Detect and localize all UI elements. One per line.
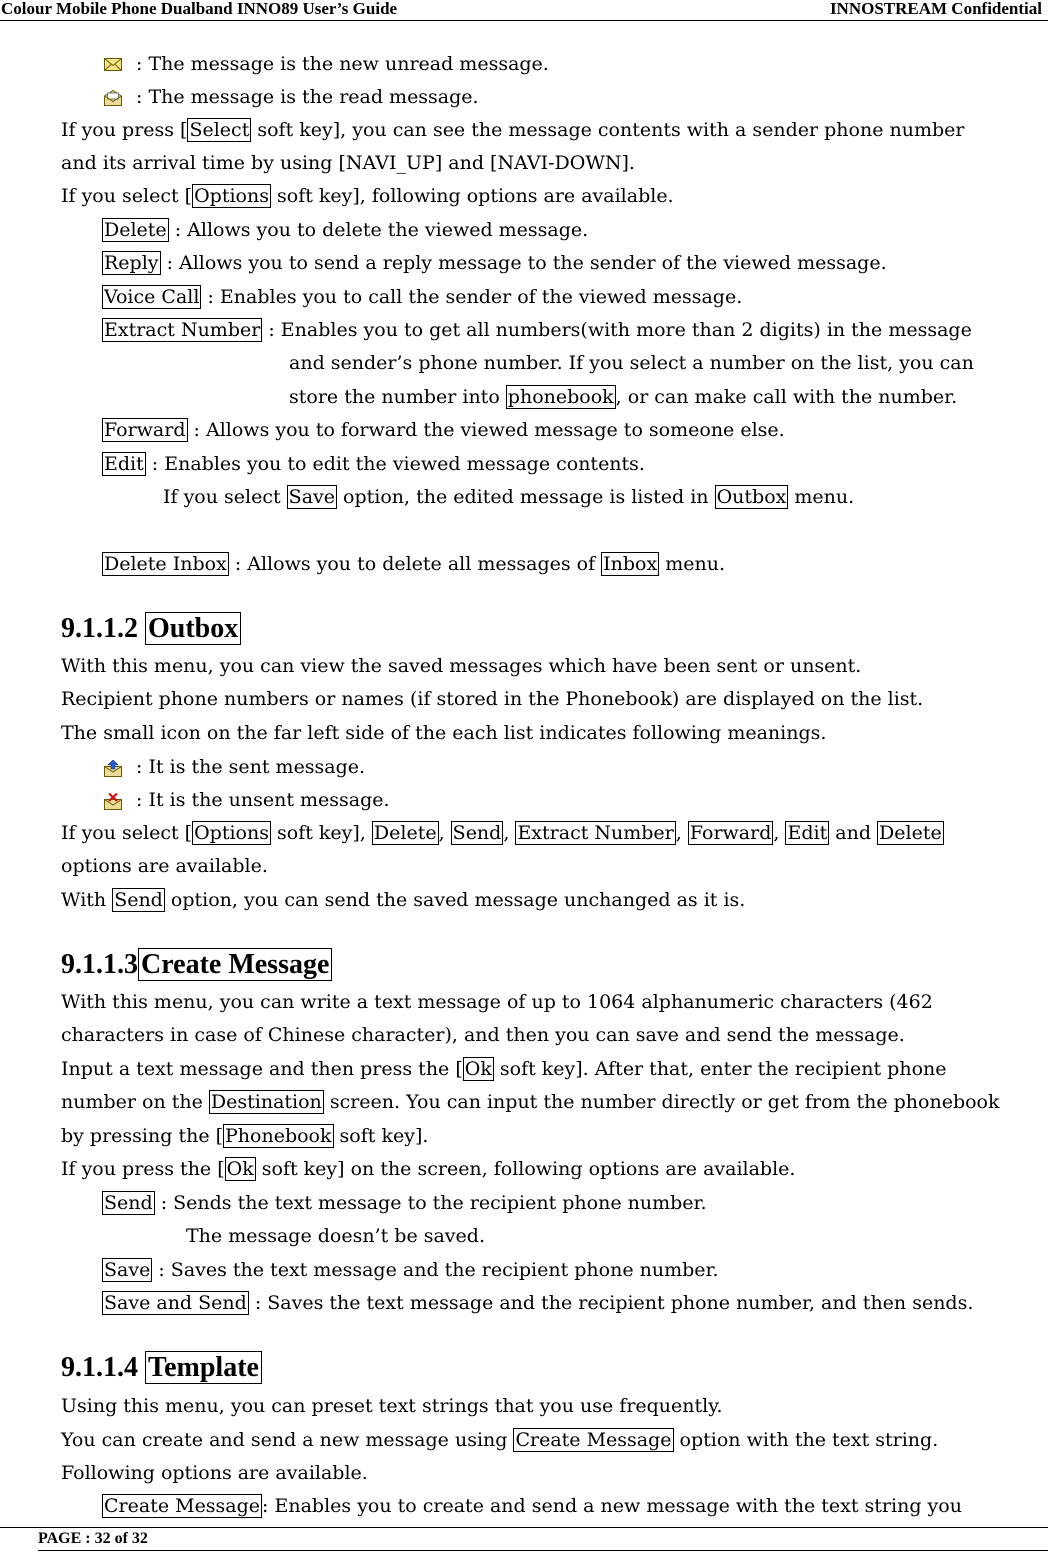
outbox-p3: The small icon on the far left side of the each list indicates following meanings.	[61, 722, 827, 744]
create-p5: by pressing the [ Phonebook soft key].	[61, 1125, 429, 1147]
save-and-send-term: Save and Send	[104, 1292, 247, 1314]
outbox-send-line: With Send option, you can send the saved message unchanged as it is.	[61, 889, 746, 911]
send-term: Send	[114, 889, 163, 911]
send-term: Send	[104, 1192, 153, 1214]
page-number: PAGE : 32 of 32	[38, 1530, 148, 1547]
option-save-and-send: Save and Send : Saves the text message and the recipient phone number, and then sends.	[104, 1292, 974, 1314]
page-header	[0, 0, 1048, 21]
outbox-options-line: If you select [ Options soft key], Delete , Send , Extract Number , Forward , Edit and Delete	[61, 822, 942, 844]
edit-term: Edit	[104, 453, 144, 475]
option-reply: Reply : Allows you to send a reply message to the sender of the viewed message.	[104, 252, 887, 274]
document-title: Colour Mobile Phone Dualband INNO89 User’s Guide	[1, 0, 398, 18]
unread-legend-line: : The message is the new unread message.	[104, 52, 549, 78]
extract-number-line-2: and sender’s phone number. If you select a number on the list, you can	[289, 352, 974, 374]
create-p6: If you press the [ Ok soft key] on the screen, following options are available.	[61, 1158, 796, 1180]
send-line-2: The message doesn’t be saved.	[186, 1225, 485, 1247]
forward-term: Forward	[104, 419, 186, 441]
phonebook-term: phonebook	[507, 386, 614, 408]
read-legend-line: : The message is the read message.	[104, 85, 479, 111]
option-extract-number: Extract Number : Enables you to get all numbers(with more than 2 digits) in the message	[104, 319, 972, 341]
sent-legend-line: : It is the sent message.	[104, 755, 365, 781]
option-create-message: Create Message : Enables you to create and send a new message with the text string you	[104, 1495, 962, 1517]
select-key-label: Select	[189, 119, 250, 141]
create-message-heading-term: Create Message	[138, 948, 332, 981]
option-send: Send : Sends the text message to the recipient phone number.	[104, 1192, 707, 1214]
delete-term: Delete	[373, 822, 437, 844]
create-p3: Input a text message and then press the [ Ok soft key]. After that, enter the recipient phone	[61, 1058, 947, 1080]
phonebook-key-label: Phonebook	[225, 1125, 332, 1147]
read-message-envelope-icon	[104, 90, 122, 105]
create-p2: characters in case of Chinese character), and then you can save and send the message.	[61, 1024, 905, 1046]
confidential-label: INNOSTREAM Confidential	[829, 0, 1042, 18]
unsent-legend-line: : It is the unsent message.	[104, 788, 390, 814]
navi-paragraph: and its arrival time by using [NAVI_UP] and [NAVI-DOWN].	[61, 152, 635, 174]
save-term: Save	[288, 486, 335, 508]
outbox-p2: Recipient phone numbers or names (if stored in the Phonebook) are displayed on the list.	[61, 688, 924, 710]
voice-call-term: Voice Call	[104, 286, 200, 308]
delete-term-2: Delete	[879, 822, 942, 844]
forward-term: Forward	[689, 822, 772, 844]
reply-term: Reply	[104, 252, 159, 274]
extract-number-line-3: store the number into phonebook , or can make call with the number.	[289, 386, 958, 408]
ok-key-label: Ok	[464, 1058, 492, 1080]
create-message-heading: 9.1.1.3 Create Message	[61, 948, 332, 982]
options-key-label: Options	[194, 822, 269, 844]
option-edit: Edit : Enables you to edit the viewed message contents.	[104, 453, 645, 475]
send-term: Send	[452, 822, 502, 844]
option-save: Save : Saves the text message and the recipient phone number.	[104, 1259, 719, 1281]
option-forward: Forward : Allows you to forward the viewed message to someone else.	[104, 419, 785, 441]
navi-down-label: NAVI-DOWN	[497, 152, 622, 174]
delete-inbox-term: Delete Inbox	[104, 553, 227, 575]
edit-term: Edit	[787, 822, 828, 844]
outbox-p1: With this menu, you can view the saved messages which have been sent or unsent.	[61, 655, 862, 677]
outbox-term: Outbox	[716, 486, 787, 508]
navi-up-label: NAVI_UP	[345, 152, 435, 174]
delete-term: Delete	[104, 219, 167, 241]
create-p1: With this menu, you can write a text message of up to 1064 alphanumeric characters (462	[61, 991, 933, 1013]
inbox-term: Inbox	[603, 553, 658, 575]
outbox-heading-term: Outbox	[145, 612, 241, 645]
create-message-term: Create Message	[104, 1495, 261, 1517]
option-voice-call: Voice Call : Enables you to call the sender of the viewed message.	[104, 286, 743, 308]
extract-number-term: Extract Number	[104, 319, 261, 341]
destination-term: Destination	[210, 1091, 322, 1113]
template-p3: Following options are available.	[61, 1462, 368, 1484]
save-term: Save	[104, 1259, 151, 1281]
template-p1: Using this menu, you can preset text strings that you use frequently.	[61, 1395, 723, 1417]
option-delete-inbox: Delete Inbox : Allows you to delete all messages of Inbox menu.	[104, 553, 726, 575]
option-delete: Delete : Allows you to delete the viewed message.	[104, 219, 589, 241]
extract-number-term: Extract Number	[517, 822, 674, 844]
page-footer	[0, 1527, 1048, 1552]
template-heading: 9.1.1.4 Template	[61, 1351, 262, 1385]
template-heading-term: Template	[145, 1351, 262, 1384]
template-p2: You can create and send a new message using Create Message option with the text string.	[61, 1429, 939, 1451]
sent-message-envelope-icon	[104, 760, 122, 775]
outbox-options-line-2: options are available.	[61, 855, 268, 877]
create-p4: number on the Destination screen. You can input the number directly or get from the phonebook	[61, 1091, 1000, 1113]
new-message-envelope-icon	[104, 57, 122, 72]
edit-line-2: If you select Save option, the edited message is listed in Outbox menu.	[163, 486, 855, 508]
options-key-label: Options	[194, 185, 269, 207]
create-message-term: Create Message	[515, 1429, 672, 1451]
select-paragraph: If you press [ Select soft key], you can see the message contents with a sender phone number	[61, 119, 965, 141]
options-paragraph: If you select [ Options soft key], following options are available.	[61, 185, 674, 207]
unsent-message-envelope-icon	[104, 793, 122, 808]
outbox-heading: 9.1.1.2 Outbox	[61, 612, 241, 646]
ok-key-label: Ok	[226, 1158, 254, 1180]
